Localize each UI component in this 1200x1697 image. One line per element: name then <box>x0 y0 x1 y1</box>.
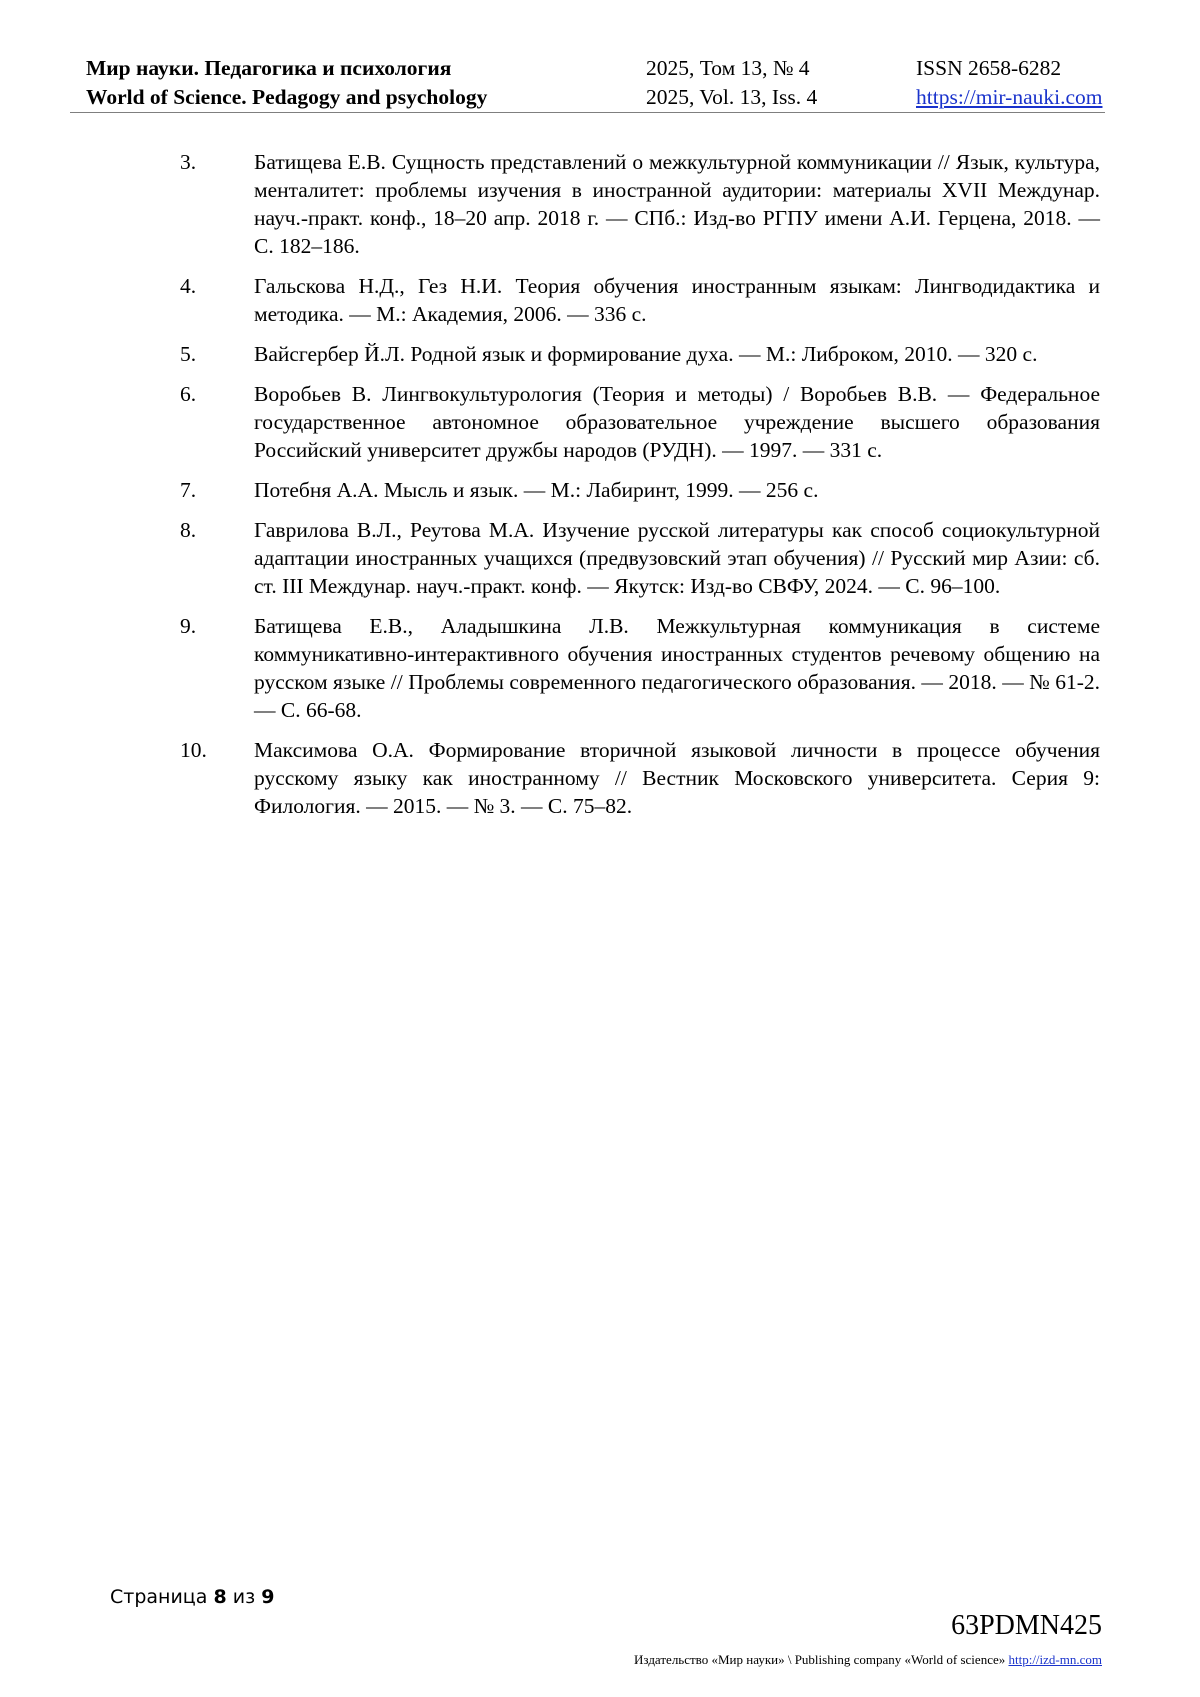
reference-text: Максимова О.А. Формирование вторичной языковой личности в процессе обучения русскому языку как иностранному // Вестник Московского университета. Серия 9: Филология. — 2015. — № 3. — С. 75–82. <box>254 738 1100 818</box>
publisher-url-link[interactable]: http://izd-mn.com <box>1008 1652 1102 1667</box>
reference-number: 8. <box>180 518 197 542</box>
issue-ru: 2025, Том 13, № 4 <box>646 56 810 80</box>
reference-text: Гальскова Н.Д., Гез Н.И. Теория обучения иностранным языкам: Лингводидактика и методика. — М.: Академия, 2006. — 336 с. <box>254 274 1100 326</box>
article-code: 63PDMN425 <box>951 1610 1102 1641</box>
reference-text: Вайсгербер Й.Л. Родной язык и формирование духа. — М.: Либроком, 2010. — 320 с. <box>254 342 1038 366</box>
reference-text: Гаврилова В.Л., Реутова М.А. Изучение русской литературы как способ социокультурной адаптации иностранных учащихся (предвузовский этап обучения) // Русский мир Азии: сб. ст. III Междунар. науч.-практ. конф. — Якутск: Изд-во СВФУ, 2024. — С. 96–100. <box>254 518 1100 598</box>
reference-item <box>180 148 1100 260</box>
journal-title-en: World of Science. Pedagogy and psychology <box>86 85 488 109</box>
page-current: 8 <box>213 1586 227 1608</box>
reference-list <box>180 148 1100 832</box>
page-label: Страница <box>110 1586 208 1608</box>
journal-title-ru: Мир науки. Педагогика и психология <box>86 56 452 80</box>
reference-item <box>180 380 1100 464</box>
journal-url-link[interactable]: https://mir-nauki.com <box>916 85 1103 109</box>
issue-en: 2025, Vol. 13, Iss. 4 <box>646 85 818 109</box>
reference-number: 10. <box>180 738 207 762</box>
journal-title-block <box>86 54 487 112</box>
reference-item <box>180 612 1100 724</box>
publisher-line <box>634 1652 1102 1668</box>
issn: ISSN 2658-6282 <box>916 56 1062 80</box>
issn-block <box>916 54 1102 112</box>
publisher-text: Издательство «Мир науки» \ Publishing company «World of science» <box>634 1652 1006 1667</box>
page-counter <box>110 1586 274 1608</box>
reference-number: 4. <box>180 274 197 298</box>
reference-text: Воробьев В. Лингвокультурология (Теория и методы) / Воробьев В.В. — Федеральное государственное автономное образовательное учреждение высшего образования Российский университет дружбы народов (РУДН). — 1997. — 331 с. <box>254 382 1100 462</box>
issue-block <box>646 54 817 112</box>
reference-text: Батищева Е.В., Аладышкина Л.В. Межкультурная коммуникация в системе коммуникативно-интерактивного обучения иностранных студентов речевому общению на русском языке // Проблемы современного педагогического образования. — 2018. — № 61-2. — С. 66-68. <box>254 614 1100 722</box>
reference-number: 6. <box>180 382 197 406</box>
reference-item <box>180 736 1100 820</box>
reference-number: 9. <box>180 614 197 638</box>
reference-text: Батищева Е.В. Сущность представлений о межкультурной коммуникации // Язык, культура, менталитет: проблемы изучения в иностранной аудитории: материалы XVII Междунар. науч.-практ. конф., 18–20 апр. 2018 г. — СПб.: Изд-во РГПУ имени А.И. Герцена, 2018. — С. 182–186. <box>254 150 1100 258</box>
page-total: 9 <box>261 1586 275 1608</box>
reference-item <box>180 272 1100 328</box>
reference-number: 3. <box>180 150 197 174</box>
reference-item <box>180 340 1100 368</box>
reference-number: 5. <box>180 342 197 366</box>
running-header <box>70 52 1105 113</box>
reference-text: Потебня А.А. Мысль и язык. — М.: Лабиринт, 1999. — 256 с. <box>254 478 819 502</box>
reference-number: 7. <box>180 478 197 502</box>
reference-item <box>180 476 1100 504</box>
page-of: из <box>232 1586 256 1608</box>
reference-item <box>180 516 1100 600</box>
